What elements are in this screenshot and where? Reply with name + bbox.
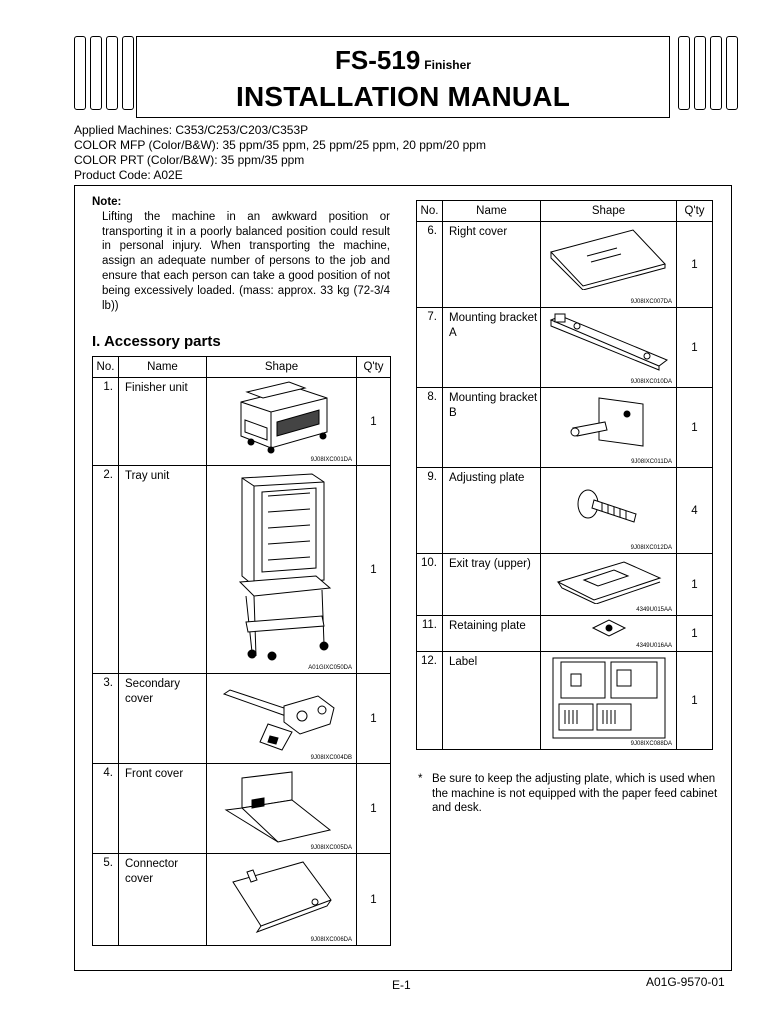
- part-shape: [541, 652, 677, 750]
- part-number: 3.: [93, 674, 119, 764]
- header-no: No.: [93, 357, 119, 378]
- part-number: 12.: [417, 652, 443, 750]
- part-shape: [541, 554, 677, 616]
- part-shape: [207, 466, 357, 674]
- table-row: [417, 652, 713, 750]
- part-quantity: 1: [677, 554, 713, 616]
- part-image-code: 9J08IXC004DB: [310, 755, 352, 761]
- table-row: [93, 854, 391, 946]
- part-shape: [207, 854, 357, 946]
- document-code: A01G-9570-01: [646, 975, 725, 989]
- part-number: 5.: [93, 854, 119, 946]
- part-name: Right cover: [443, 222, 541, 308]
- exit-tray-icon: [554, 558, 664, 604]
- right-edge-tabs: [678, 36, 738, 110]
- header-shape: Shape: [541, 201, 677, 222]
- part-image-code: 9J08IXC010DA: [630, 379, 672, 385]
- part-name: Exit tray (upper): [443, 554, 541, 616]
- part-shape: [541, 616, 677, 652]
- adjusting-plate-icon: [574, 484, 644, 534]
- header-qty: Q'ty: [357, 357, 391, 378]
- part-quantity: 1: [677, 308, 713, 388]
- table-row: [417, 308, 713, 388]
- header-qty: Q'ty: [677, 201, 713, 222]
- left-edge-tabs: [74, 36, 134, 110]
- part-shape: [207, 378, 357, 466]
- accessory-parts-table-left: [92, 356, 391, 946]
- part-shape: [541, 468, 677, 554]
- connector-cover-icon: [227, 860, 337, 934]
- retaining-plate-icon: [589, 618, 629, 640]
- part-number: 1.: [93, 378, 119, 466]
- part-number: 10.: [417, 554, 443, 616]
- table-row: [417, 554, 713, 616]
- part-image-code: 9J08IXC088DA: [630, 741, 672, 747]
- table-row: [93, 466, 391, 674]
- header-shape: Shape: [207, 357, 357, 378]
- part-name: Connector cover: [119, 854, 207, 946]
- table-row: [93, 378, 391, 466]
- part-image-code: 9J08IXC001DA: [310, 457, 352, 463]
- product-code-line: Product Code: A02E: [74, 168, 183, 182]
- mounting-bracket-b-icon: [569, 394, 649, 454]
- title-box: [136, 36, 670, 118]
- model-name: FS-519: [335, 45, 421, 75]
- table-row: [93, 764, 391, 854]
- part-name: Adjusting plate: [443, 468, 541, 554]
- part-shape: [541, 222, 677, 308]
- model-subtitle: Finisher: [424, 58, 471, 72]
- table-row: [417, 388, 713, 468]
- label-sheet-icon: [551, 656, 667, 740]
- table-row: [417, 222, 713, 308]
- finisher-unit-icon: [227, 380, 337, 456]
- part-name: Mounting bracket A: [443, 308, 541, 388]
- part-image-code: 4349U015AA: [636, 607, 672, 613]
- note-body: Lifting the machine in an awkward position or transporting it in a poorly balanced position could result in personal injury. When transporting the machine, assign an adequate number of persons to the job and ensure that each person can take a good position of not being excessively loaded. (mass: approx. 33 kg (72-3/4 lb)): [102, 210, 390, 312]
- part-number: 4.: [93, 764, 119, 854]
- front-cover-icon: [222, 770, 342, 844]
- part-name: Tray unit: [119, 466, 207, 674]
- part-number: 6.: [417, 222, 443, 308]
- part-name: Finisher unit: [119, 378, 207, 466]
- part-number: 9.: [417, 468, 443, 554]
- mounting-bracket-a-icon: [547, 312, 671, 372]
- page-number: E-1: [392, 978, 411, 992]
- part-number: 2.: [93, 466, 119, 674]
- accessory-parts-table-right: [416, 200, 713, 750]
- part-image-code: 4349U016AA: [636, 643, 672, 649]
- part-name: Front cover: [119, 764, 207, 854]
- part-image-code: 9J08IXC007DA: [630, 299, 672, 305]
- applied-machines-line: Applied Machines: C353/C253/C203/C353P: [74, 123, 309, 137]
- applied-machines-info: [74, 123, 486, 183]
- footnote-mark: *: [418, 773, 423, 785]
- part-quantity: 1: [357, 854, 391, 946]
- header-name: Name: [443, 201, 541, 222]
- table-row: [417, 468, 713, 554]
- part-number: 11.: [417, 616, 443, 652]
- right-cover-icon: [547, 226, 671, 290]
- part-name: Secondary cover: [119, 674, 207, 764]
- header-name: Name: [119, 357, 207, 378]
- color-mfp-line: COLOR MFP (Color/B&W): 35 ppm/35 ppm, 25 ppm/25 ppm, 20 ppm/20 ppm: [74, 138, 486, 152]
- footnote-text: Be sure to keep the adjusting plate, which is used when the machine is not equipped with the paper feed cabinet and desk.: [432, 773, 718, 814]
- part-quantity: 1: [357, 466, 391, 674]
- part-quantity: 4: [677, 468, 713, 554]
- part-number: 8.: [417, 388, 443, 468]
- part-shape: [541, 308, 677, 388]
- part-image-code: 9J08IXC012DA: [630, 545, 672, 551]
- part-name: Label: [443, 652, 541, 750]
- color-prt-line: COLOR PRT (Color/B&W): 35 ppm/35 ppm: [74, 153, 305, 167]
- safety-note: [92, 195, 390, 313]
- part-shape: [207, 674, 357, 764]
- part-number: 7.: [417, 308, 443, 388]
- secondary-cover-icon: [222, 680, 342, 752]
- part-name: Retaining plate: [443, 616, 541, 652]
- part-quantity: 1: [677, 222, 713, 308]
- part-shape: [207, 764, 357, 854]
- part-image-code: 9J08IXC006DA: [310, 937, 352, 943]
- tray-unit-icon: [232, 472, 332, 662]
- page-title: INSTALLATION MANUAL: [235, 81, 571, 112]
- part-image-code: 9J08IXC005DA: [310, 845, 352, 851]
- part-quantity: 1: [677, 652, 713, 750]
- part-quantity: 1: [677, 616, 713, 652]
- table-row: [417, 616, 713, 652]
- part-image-code: A01GIXC050DA: [308, 665, 352, 671]
- part-quantity: 1: [677, 388, 713, 468]
- header-no: No.: [417, 201, 443, 222]
- part-quantity: 1: [357, 764, 391, 854]
- table-row: [93, 674, 391, 764]
- footnote: [418, 772, 718, 816]
- section-title: I. Accessory parts: [92, 333, 221, 350]
- note-title: Note:: [92, 196, 122, 208]
- part-image-code: 9J08IXC011DA: [631, 459, 672, 465]
- part-quantity: 1: [357, 378, 391, 466]
- part-quantity: 1: [357, 674, 391, 764]
- part-shape: [541, 388, 677, 468]
- part-name: Mounting bracket B: [443, 388, 541, 468]
